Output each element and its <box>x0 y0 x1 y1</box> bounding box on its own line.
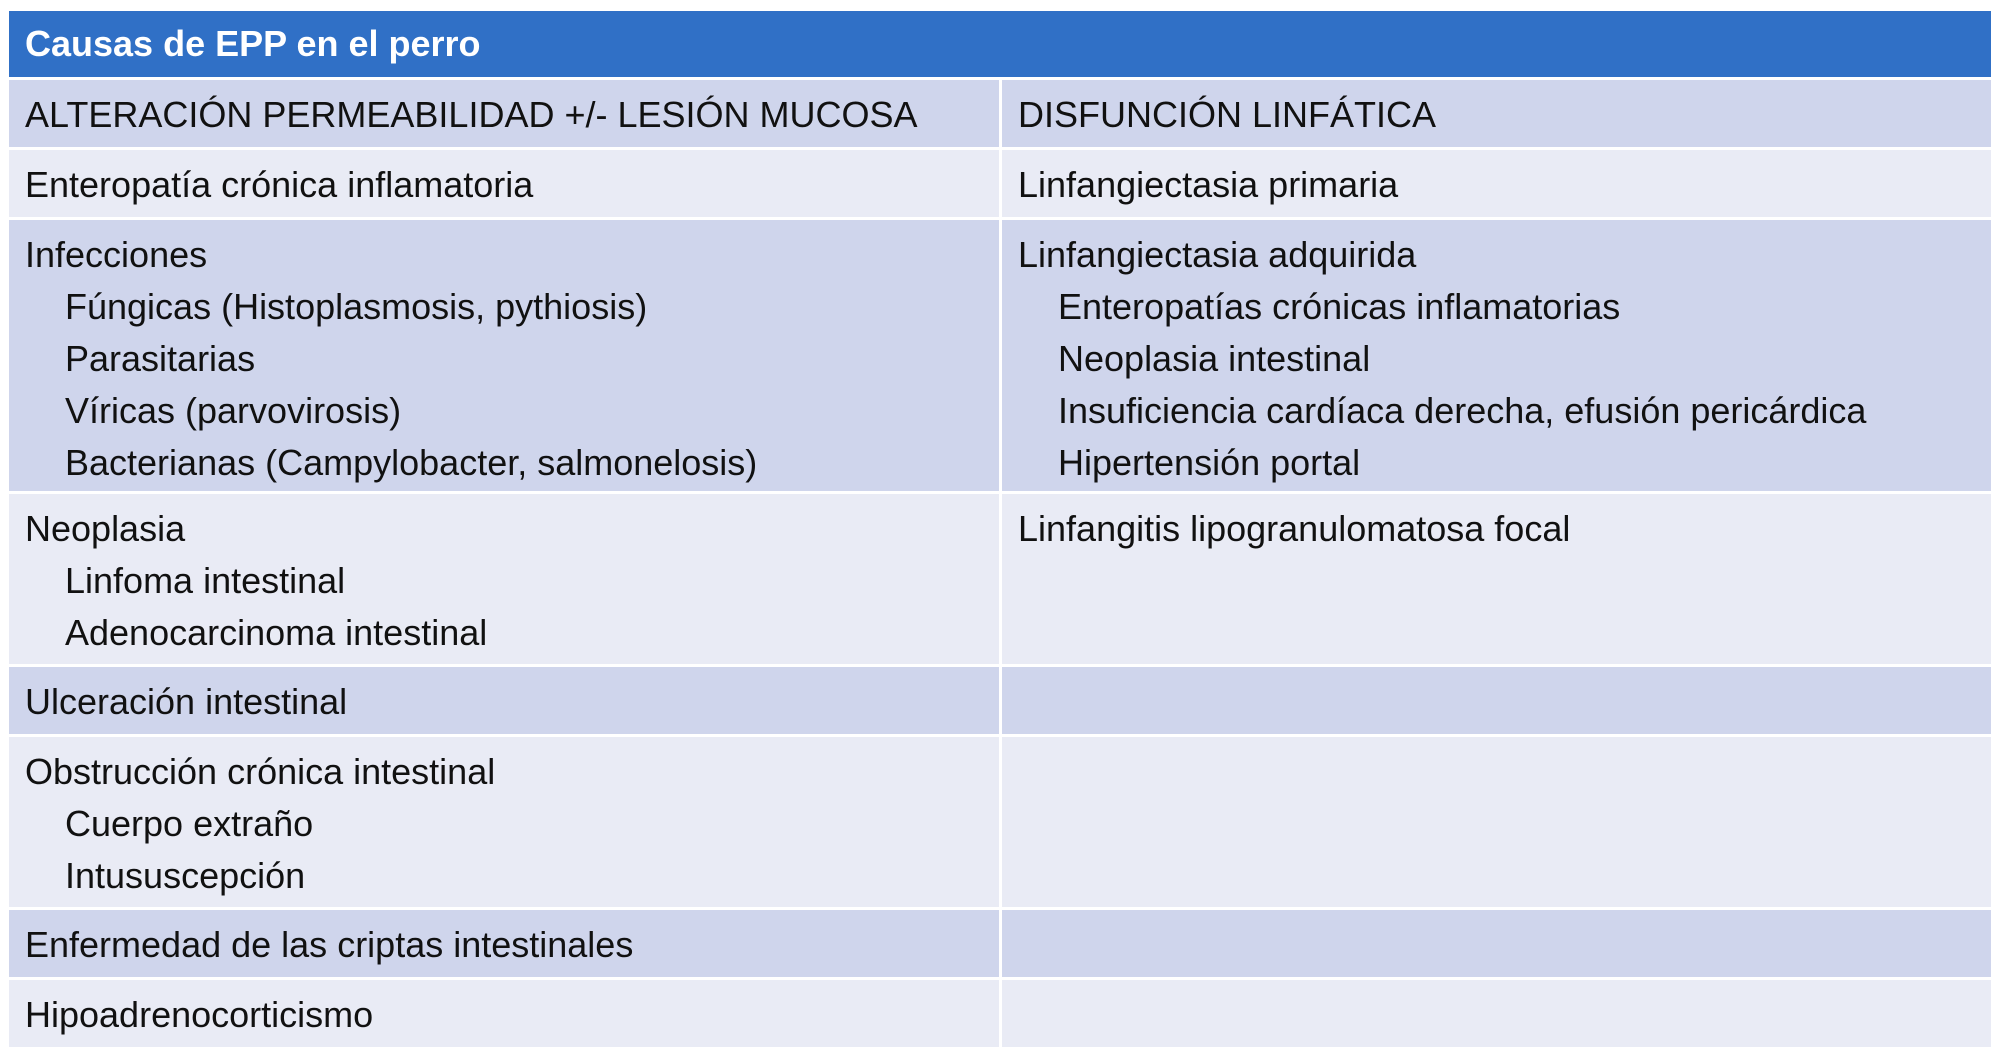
cell-sub-item: Insuficiencia cardíaca derecha, efusión pericárdica <box>1058 390 1867 431</box>
table-title: Causas de EPP en el perro <box>9 11 1991 80</box>
cell-right <box>999 494 1991 667</box>
causes-table-container <box>9 11 1991 1050</box>
cell-main-text: Linfangiectasia adquirida <box>1018 234 1417 275</box>
table-row <box>9 494 1991 667</box>
title-row <box>9 11 1991 80</box>
cell-sub-item: Intususcepción <box>65 855 306 896</box>
table-row <box>9 220 1991 494</box>
cell-sub-item: Bacterianas (Campylobacter, salmonelosis) <box>65 442 758 483</box>
cell-sub-item: Adenocarcinoma intestinal <box>65 612 488 653</box>
column-header-left: ALTERACIÓN PERMEABILIDAD +/- LESIÓN MUCOSA <box>9 80 999 150</box>
cell-main-text: Linfangitis lipogranulomatosa focal <box>1018 508 1571 549</box>
cell-left <box>9 494 999 667</box>
cell-main-text: Hipoadrenocorticismo <box>25 994 374 1035</box>
cell-left <box>9 150 999 220</box>
table-row <box>9 150 1991 220</box>
table-row <box>9 980 1991 1050</box>
cell-right <box>999 220 1991 494</box>
cell-right <box>999 667 1991 737</box>
cell-sub-item: Víricas (parvovirosis) <box>65 390 402 431</box>
cell-right <box>999 910 1991 980</box>
cell-main-text: Enfermedad de las criptas intestinales <box>25 924 634 965</box>
cell-left <box>9 737 999 910</box>
cell-sub-item: Enteropatías crónicas inflamatorias <box>1058 286 1621 327</box>
cell-left <box>9 667 999 737</box>
cell-sub-item: Parasitarias <box>65 338 256 379</box>
cell-sub-item: Fúngicas (Histoplasmosis, pythiosis) <box>65 286 648 327</box>
cell-sub-item: Neoplasia intestinal <box>1058 338 1371 379</box>
causes-table <box>9 11 1991 1050</box>
cell-main-text: Neoplasia <box>25 508 186 549</box>
cell-right <box>999 980 1991 1050</box>
cell-sub-item: Hipertensión portal <box>1058 442 1361 483</box>
cell-main-text: Linfangiectasia primaria <box>1018 164 1399 205</box>
column-header-right: DISFUNCIÓN LINFÁTICA <box>999 80 1991 150</box>
table-row <box>9 910 1991 980</box>
cell-left <box>9 220 999 494</box>
cell-main-text: Enteropatía crónica inflamatoria <box>25 164 534 205</box>
table-row <box>9 737 1991 910</box>
cell-sub-item: Linfoma intestinal <box>65 560 346 601</box>
table-row <box>9 667 1991 737</box>
cell-right <box>999 150 1991 220</box>
cell-left <box>9 910 999 980</box>
cell-right <box>999 737 1991 910</box>
cell-left <box>9 980 999 1050</box>
header-row <box>9 80 1991 150</box>
cell-main-text: Ulceración intestinal <box>25 681 348 722</box>
cell-main-text: Infecciones <box>25 234 208 275</box>
cell-main-text: Obstrucción crónica intestinal <box>25 751 496 792</box>
cell-sub-item: Cuerpo extraño <box>65 803 314 844</box>
